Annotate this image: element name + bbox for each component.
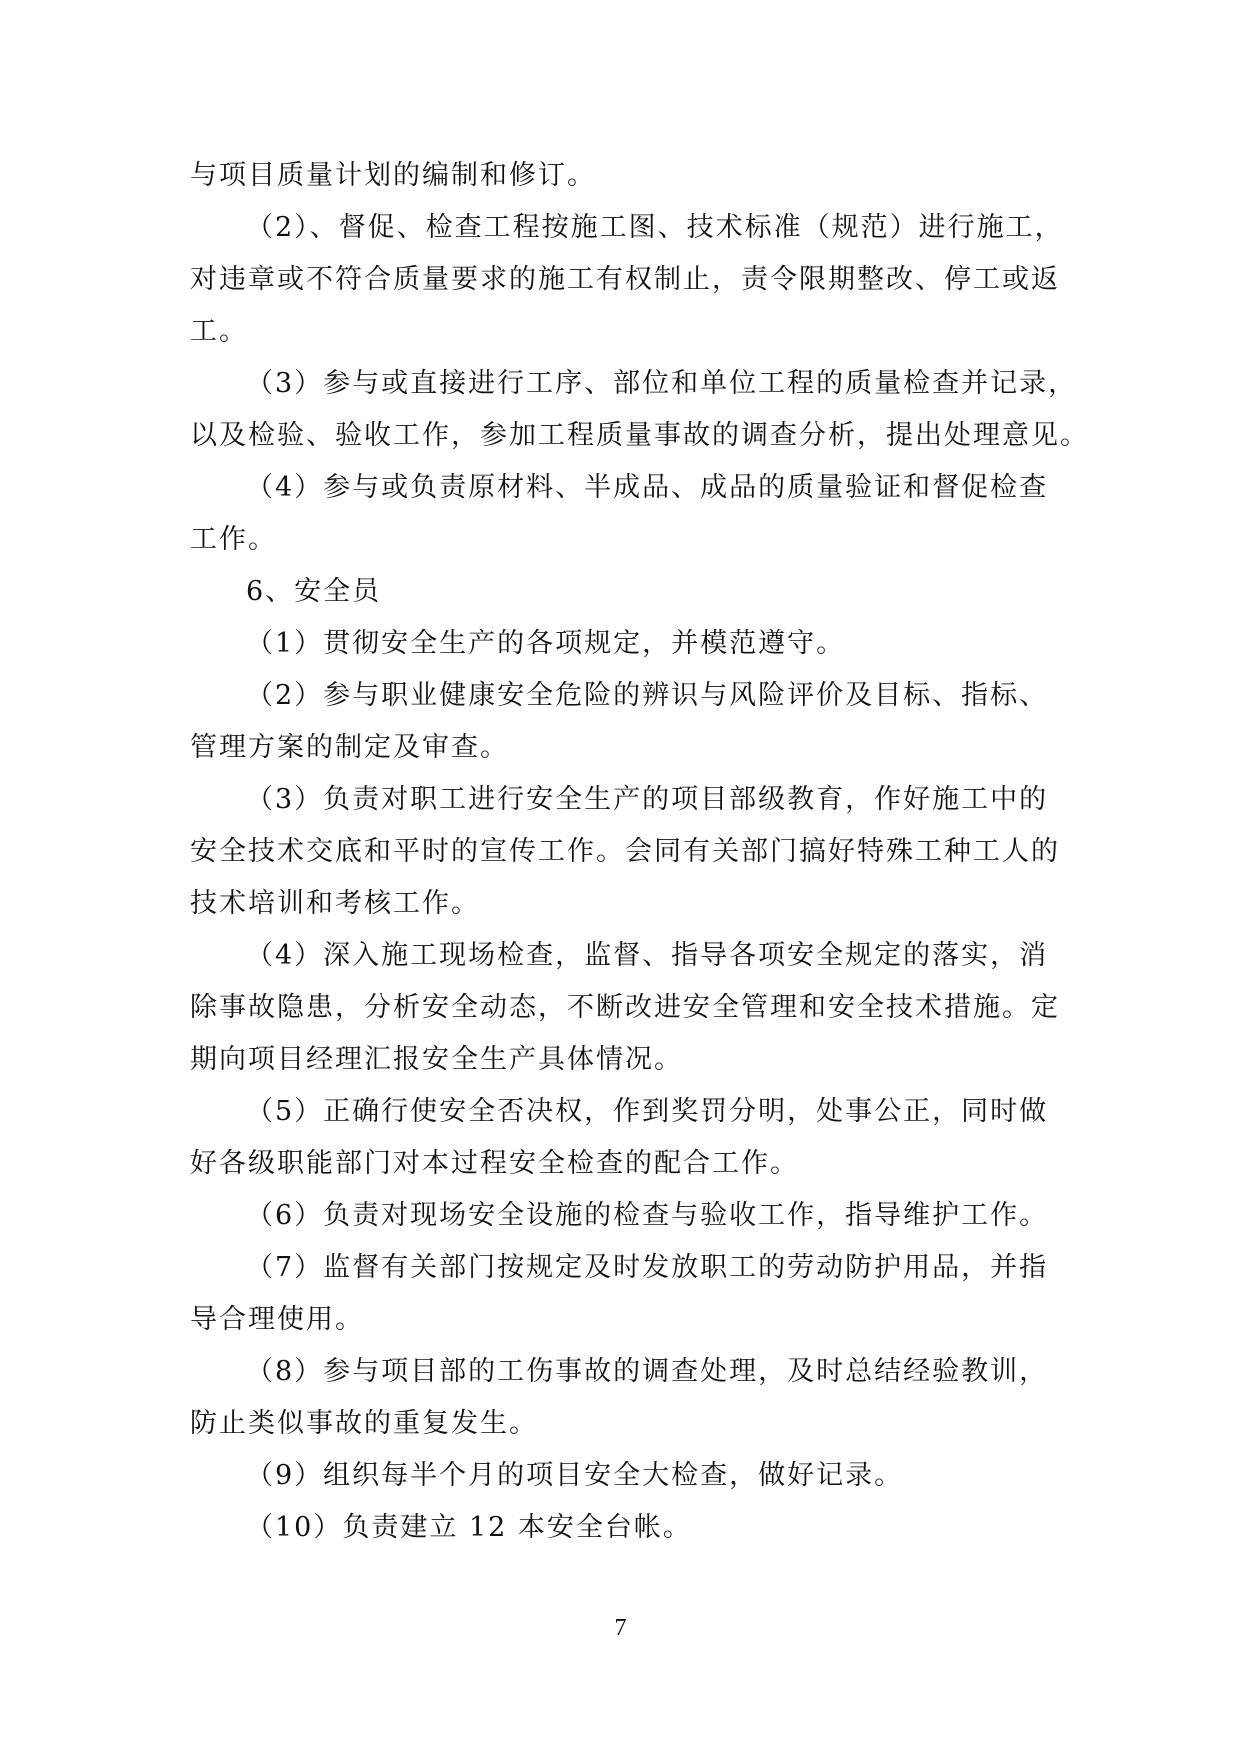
text-line: （3）参与或直接进行工序、部位和单位工程的质量检查并记录， [246, 368, 1078, 399]
text-line: 防止类似事故的重复发生。 [190, 1408, 538, 1439]
text-line: （5）正确行使安全否决权，作到奖罚分明，处事公正，同时做 [246, 1096, 1049, 1127]
text-line: （9）组织每半个月的项目安全大检查，做好记录。 [246, 1460, 904, 1491]
text-line: （7）监督有关部门按规定及时发放职工的劳动防护用品，并指 [246, 1252, 1049, 1283]
text-line: （1）贯彻安全生产的各项规定，并模范遵守。 [246, 628, 846, 659]
text-line: 安全技术交底和平时的宣传工作。会同有关部门搞好特殊工种工人的 [190, 836, 1060, 867]
text-line: 技术培训和考核工作。 [190, 888, 480, 919]
text-line: 以及检验、验收工作，参加工程质量事故的调查分析，提出处理意见。 [190, 420, 1089, 451]
text-line: （4）深入施工现场检查，监督、指导各项安全规定的落实，消 [246, 940, 1049, 971]
text-line: 管理方案的制定及审查。 [190, 732, 509, 763]
text-line: 除事故隐患，分析安全动态，不断改进安全管理和安全技术措施。定 [190, 992, 1060, 1023]
text-line: 好各级职能部门对本过程安全检查的配合工作。 [190, 1148, 799, 1179]
body-text [190, 150, 1089, 1554]
text-line: （10）负责建立 12 本安全台帐。 [246, 1512, 692, 1543]
text-line: 工作。 [190, 524, 277, 555]
text-line: （4）参与或负责原材料、半成品、成品的质量验证和督促检查 [246, 472, 1049, 503]
text-line: （3）负责对职工进行安全生产的项目部级教育，作好施工中的 [246, 784, 1049, 815]
text-line: 期向项目经理汇报安全生产具体情况。 [190, 1044, 683, 1075]
text-line: （2）、督促、检查工程按施工图、技术标准（规范）进行施工， [246, 212, 1064, 243]
text-line: 导合理使用。 [190, 1304, 364, 1335]
text-line: （2）参与职业健康安全危险的辨识与风险评价及目标、指标、 [246, 680, 1049, 711]
text-line: 6、安全员 [246, 576, 382, 607]
text-line: （8）参与项目部的工伤事故的调查处理，及时总结经验教训， [246, 1356, 1049, 1387]
page-number: 7 [614, 1615, 627, 1641]
text-line: （6）负责对现场安全设施的检查与验收工作，指导维护工作。 [246, 1200, 1049, 1231]
text-line: 工。 [190, 316, 248, 347]
text-line: 与项目质量计划的编制和修订。 [190, 160, 596, 191]
text-line: 对违章或不符合质量要求的施工有权制止，责令限期整改、停工或返 [190, 264, 1060, 295]
